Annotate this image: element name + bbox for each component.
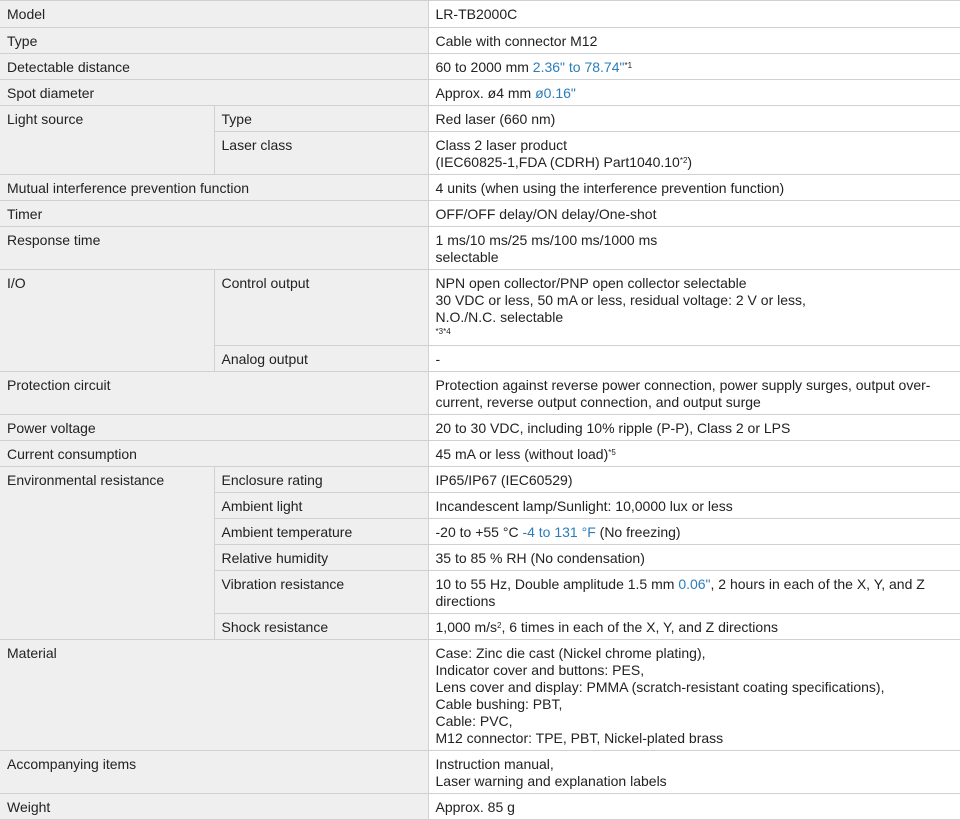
shock-value: 1,000 m/s	[435, 619, 497, 635]
value-protection-circuit	[428, 372, 960, 415]
material-line-2: Indicator cover and buttons: PES,	[435, 662, 645, 678]
label-enclosure-rating: Enclosure rating	[214, 467, 428, 493]
value-weight: Approx. 85 g	[428, 794, 960, 820]
row-model	[0, 1, 960, 28]
label-mutual-interference: Mutual interference prevention function	[0, 175, 428, 201]
value-shock-resistance	[428, 614, 960, 640]
label-relative-humidity: Relative humidity	[214, 545, 428, 571]
row-spot-diameter	[0, 80, 960, 106]
value-ambient-light: Incandescent lamp/Sunlight: 10,0000 lux or less	[428, 493, 960, 519]
material-line-5: Cable: PVC,	[435, 713, 513, 729]
spot-inch: ø0.16"	[535, 85, 576, 101]
value-spot-diameter	[428, 80, 960, 106]
response-line1: 1 ms/10 ms/25 ms/100 ms/1000 ms	[435, 232, 658, 248]
protection-line2: current, reverse output connection, and output surge	[435, 394, 761, 410]
value-model: LR-TB2000C	[428, 1, 960, 28]
vibration-end: , 2 hours in each of the X, Y, and Z	[710, 576, 925, 592]
material-line-4: Cable bushing: PBT,	[435, 696, 563, 712]
row-mutual-interference	[0, 175, 960, 201]
footnote-1: *1	[624, 61, 633, 70]
value-material	[428, 640, 960, 751]
label-environmental-resistance: Environmental resistance	[0, 467, 214, 640]
label-detectable-distance: Detectable distance	[0, 54, 428, 80]
row-control-output	[0, 270, 960, 346]
response-line2: selectable	[435, 249, 499, 265]
label-io: I/O	[0, 270, 214, 372]
label-current-consumption: Current consumption	[0, 441, 428, 467]
label-model: Model	[0, 1, 428, 28]
row-material	[0, 640, 960, 751]
row-response-time	[0, 227, 960, 270]
material-line-1: Case: Zinc die cast (Nickel chrome plating),	[435, 645, 706, 661]
vibration-line2: directions	[435, 593, 496, 609]
shock-exponent: 2	[497, 621, 502, 630]
row-detectable-distance	[0, 54, 960, 80]
protection-line1: Protection against reverse power connection, power supply surges, output over-	[435, 377, 931, 393]
row-enclosure-rating	[0, 467, 960, 493]
current-value: 45 mA or less (without load)	[435, 446, 609, 462]
label-material: Material	[0, 640, 428, 751]
temp-end: (No freezing)	[595, 524, 681, 540]
shock-end: , 6 times in each of the X, Y, and Z directions	[501, 619, 778, 635]
value-timer: OFF/OFF delay/ON delay/One-shot	[428, 201, 960, 227]
control-line2: 30 VDC or less, 50 mA or less, residual voltage: 2 V or less,	[435, 292, 806, 308]
value-mutual-interference: 4 units (when using the interference prevention function)	[428, 175, 960, 201]
label-light-source-type: Type	[214, 106, 428, 132]
detectable-inch: 2.36" to 78.74"	[532, 59, 625, 75]
material-line-6: M12 connector: TPE, PBT, Nickel-plated brass	[435, 730, 724, 746]
label-control-output: Control output	[214, 270, 428, 346]
label-shock-resistance: Shock resistance	[214, 614, 428, 640]
footnote-5: *5	[608, 448, 616, 457]
row-type	[0, 28, 960, 54]
label-accompanying-items: Accompanying items	[0, 751, 428, 794]
laser-class-line1: Class 2 laser product	[435, 137, 568, 153]
laser-class-line2: (IEC60825-1,FDA (CDRH) Part1040.10	[435, 154, 680, 170]
material-line-3: Lens cover and display: PMMA (scratch-resistant coating specifications),	[435, 679, 885, 695]
label-vibration-resistance: Vibration resistance	[214, 571, 428, 614]
detectable-mm: 60 to 2000 mm	[435, 59, 533, 75]
row-weight	[0, 794, 960, 820]
label-laser-class: Laser class	[214, 132, 428, 175]
value-response-time	[428, 227, 960, 270]
accompanying-line1: Instruction manual,	[435, 756, 554, 772]
spot-mm: Approx. ø4 mm	[435, 85, 536, 101]
row-timer	[0, 201, 960, 227]
footnote-2: *2	[679, 156, 688, 165]
temp-fahrenheit: -4 to 131 °F	[522, 524, 596, 540]
label-analog-output: Analog output	[214, 346, 428, 372]
value-type: Cable with connector M12	[428, 28, 960, 54]
label-light-source: Light source	[0, 106, 214, 175]
value-analog-output: -	[428, 346, 960, 372]
value-light-source-type: Red laser (660 nm)	[428, 106, 960, 132]
value-enclosure-rating: IP65/IP67 (IEC60529)	[428, 467, 960, 493]
control-line1: NPN open collector/PNP open collector selectable	[435, 275, 747, 291]
row-light-source-type	[0, 106, 960, 132]
label-spot-diameter: Spot diameter	[0, 80, 428, 106]
value-detectable-distance	[428, 54, 960, 80]
value-ambient-temperature	[428, 519, 960, 545]
label-type: Type	[0, 28, 428, 54]
label-ambient-light: Ambient light	[214, 493, 428, 519]
value-control-output	[428, 270, 960, 346]
row-accompanying-items	[0, 751, 960, 794]
label-weight: Weight	[0, 794, 428, 820]
vibration-value: 10 to 55 Hz, Double amplitude 1.5 mm	[435, 576, 679, 592]
accompanying-line2: Laser warning and explanation labels	[435, 773, 667, 789]
footnote-3-4: *3*4	[435, 327, 451, 336]
label-ambient-temperature: Ambient temperature	[214, 519, 428, 545]
row-current-consumption	[0, 441, 960, 467]
row-power-voltage	[0, 415, 960, 441]
label-protection-circuit: Protection circuit	[0, 372, 428, 415]
value-current-consumption	[428, 441, 960, 467]
value-laser-class	[428, 132, 960, 175]
row-protection-circuit	[0, 372, 960, 415]
value-power-voltage: 20 to 30 VDC, including 10% ripple (P-P), Class 2 or LPS	[428, 415, 960, 441]
vibration-inch: 0.06"	[678, 576, 711, 592]
value-relative-humidity: 35 to 85 % RH (No condensation)	[428, 545, 960, 571]
label-response-time: Response time	[0, 227, 428, 270]
laser-class-line2-end: )	[687, 154, 693, 170]
label-power-voltage: Power voltage	[0, 415, 428, 441]
value-accompanying-items	[428, 751, 960, 794]
label-timer: Timer	[0, 201, 428, 227]
temp-celsius: -20 to +55 °C	[435, 524, 523, 540]
control-line3: N.O./N.C. selectable	[435, 309, 564, 325]
value-vibration-resistance	[428, 571, 960, 614]
